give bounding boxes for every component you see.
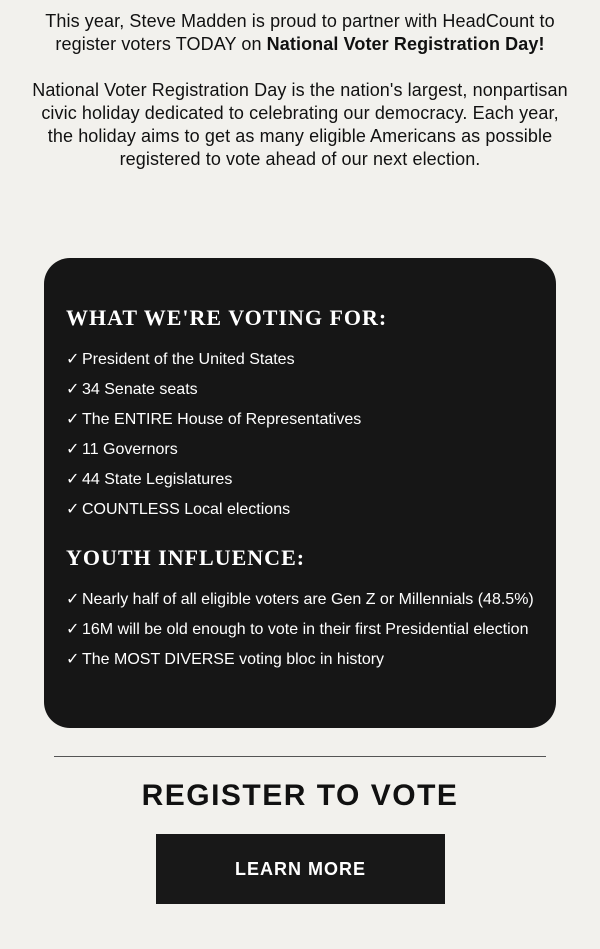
intro-text [30, 10, 570, 171]
checkmark-icon: ✓ [66, 471, 80, 488]
list-item [66, 465, 546, 495]
list-item [66, 615, 546, 645]
list-item-label: 11 Governors [82, 441, 178, 458]
youth-list [66, 585, 546, 675]
register-heading: REGISTER TO VOTE [141, 779, 459, 812]
list-item-label: COUNTLESS Local elections [82, 501, 291, 518]
list-item-label: President of the United States [82, 351, 295, 368]
checkmark-icon: ✓ [66, 651, 80, 668]
list-item-label: 16M will be old enough to vote in their first Presidential election [82, 621, 529, 638]
list-item-label: The ENTIRE House of Representatives [82, 411, 362, 428]
list-item [66, 495, 546, 525]
list-item-label: Nearly half of all eligible voters are Gen Z or Millennials (48.5%) [82, 591, 534, 608]
checkmark-icon: ✓ [66, 621, 80, 638]
checkmark-icon: ✓ [66, 351, 80, 368]
learn-more-button[interactable]: LEARN MORE [156, 834, 445, 904]
checkmark-icon: ✓ [66, 381, 80, 398]
intro-paragraph-partner [30, 10, 570, 56]
checkmark-icon: ✓ [66, 441, 80, 458]
voting-heading: WHAT WE'RE VOTING FOR: [66, 305, 388, 330]
list-item [66, 645, 546, 675]
list-item [66, 375, 546, 405]
list-item-label: 34 Senate seats [82, 381, 198, 398]
divider [54, 756, 546, 757]
intro-paragraph-description: National Voter Registration Day is the nation's largest, nonpartisan civic holiday dedicated to celebrating our democracy. Each year, the holiday aims to get as many eligible Americans as possible registered to vote ahead of our next election. [32, 80, 568, 169]
list-item-label: The MOST DIVERSE voting bloc in history [82, 651, 385, 668]
intro-highlight: National Voter Registration Day! [266, 34, 545, 54]
youth-heading: YOUTH INFLUENCE: [66, 545, 306, 570]
list-item-label: 44 State Legislatures [82, 471, 233, 488]
list-item [66, 405, 546, 435]
list-item [66, 585, 546, 615]
voting-list [66, 345, 546, 525]
intro-partner-text: This year, Steve Madden is proud to partner with HeadCount to register voters TODAY on [45, 11, 555, 54]
info-card [44, 258, 556, 728]
list-item [66, 435, 546, 465]
checkmark-icon: ✓ [66, 591, 80, 608]
checkmark-icon: ✓ [66, 411, 80, 428]
list-item [66, 345, 546, 375]
checkmark-icon: ✓ [66, 501, 80, 518]
